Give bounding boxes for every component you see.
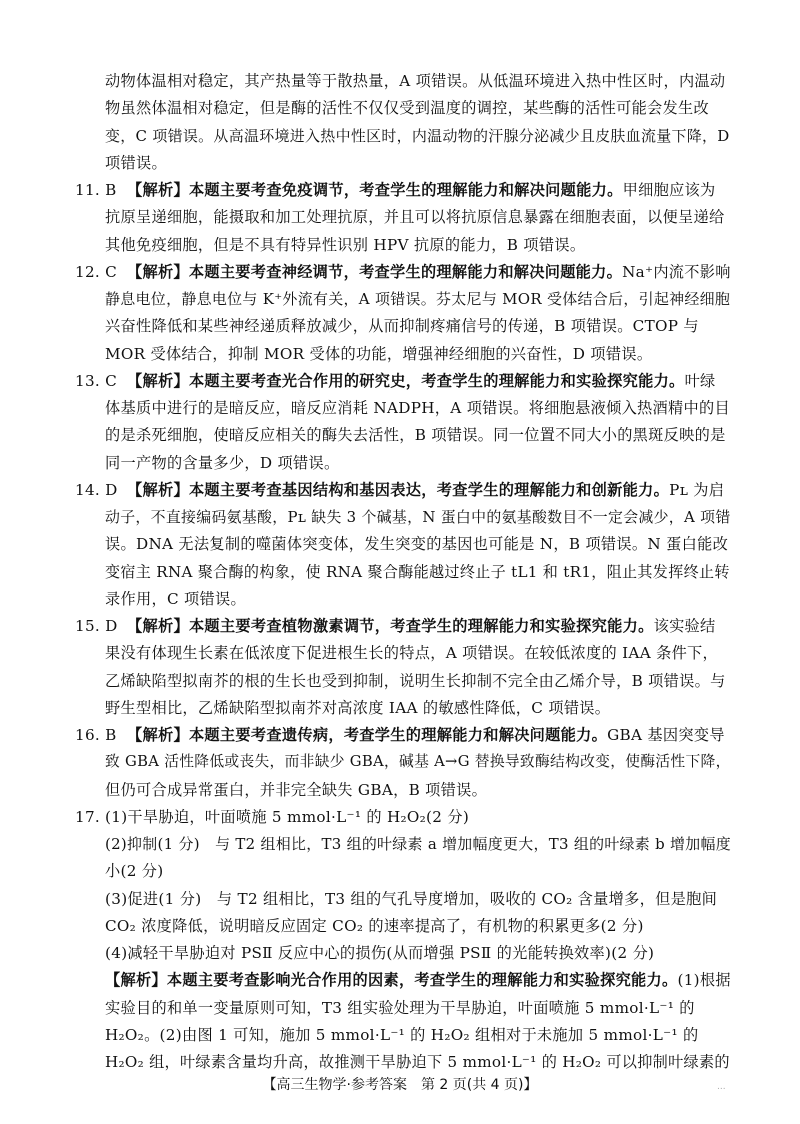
text-line: (2)抑制(1 分) 与 T2 组相比，T3 组的叶绿素 a 增加幅度更大，T3 组的叶绿素 b 增加幅度 xyxy=(105,835,731,853)
text-line: 录作用，C 项错误。 xyxy=(105,590,246,608)
text-line: 致 GBA 活性降低或丧失，而非缺少 GBA，碱基 A→G 替换导致酶结构改变，使酶活性下降， xyxy=(105,753,731,770)
analysis-heading: 【解析】本题主要考查免疫调节，考查学生的理解能力和解决问题能力。 xyxy=(127,181,623,199)
text-line: H₂O₂。(2)由图 1 可知，施加 5 mmol·L⁻¹ 的 H₂O₂ 组相对于未施加 5 mmol·L⁻¹ 的 xyxy=(105,1026,699,1044)
text-line: 实验目的和单一变量原则可知，T3 组实验处理为干旱胁迫，叶面喷施 5 mmol·L⁻¹ 的 xyxy=(105,999,695,1017)
question-number: 14. D xyxy=(75,481,118,499)
question-number: 16. B xyxy=(75,726,117,744)
question-16-heading: 16. B 【解析】本题主要考查遗传病，考查学生的理解能力和解决问题能力。GBA 基因突变导 xyxy=(75,722,725,748)
question-number: 15. D xyxy=(75,617,118,635)
text-line: 但仍可合成异常蛋白，并非完全缺失 GBA，B 项错误。 xyxy=(105,781,488,799)
text-line: 动物体温相对稳定，其产热量等于散热量，A 项错误。从低温环境进入热中性区时，内温动 xyxy=(105,72,726,90)
question-number: 12. C xyxy=(75,263,118,281)
question-14-heading: 14. D 【解析】本题主要考查基因结构和基因表达，考查学生的理解能力和创新能力。Pʟ 为启 xyxy=(75,477,724,503)
text-line: 物虽然体温相对稳定，但是酶的活性不仅仅受到温度的调控，某些酶的活性可能会发生改 xyxy=(105,99,710,117)
text-line: 野生型相比，乙烯缺陷型拟南芥对高浓度 IAA 的敏感性降低，C 项错误。 xyxy=(105,699,611,717)
text-line: (3)促进(1 分) 与 T2 组相比，T3 组的气孔导度增加，吸收的 CO₂ 含量增多，但是胞间 xyxy=(105,890,718,908)
analysis-heading: 【解析】本题主要考查遗传病，考查学生的理解能力和解决问题能力。 xyxy=(127,726,608,744)
question-13-heading: 13. C 【解析】本题主要考查光合作用的研究史，考查学生的理解能力和实验探究能力。叶绿 xyxy=(75,368,716,394)
question-12-heading: 12. C 【解析】本题主要考查神经调节，考查学生的理解能力和解决问题能力。Na⁺内流不影响 xyxy=(75,259,731,285)
question-number: 11. B xyxy=(75,181,117,199)
text-line: 变宿主 RNA 聚合酶的构象，使 RNA 聚合酶能越过终止子 tL1 和 tR1，阻止其发挥终止转 xyxy=(105,563,730,581)
analysis-line: 【解析】本题主要考查影响光合作用的因素，考查学生的理解能力和实验探究能力。(1)根据 xyxy=(105,971,731,989)
analysis-heading: 【解析】本题主要考查基因结构和基因表达，考查学生的理解能力和创新能力。 xyxy=(127,481,670,499)
text-line: 兴奋性降低和某些神经递质释放减少，从而抑制疼痛信号的传递，B 项错误。CTOP 与 xyxy=(105,317,699,335)
text-line: 果没有体现生长素在低浓度下促进根生长的特点，A 项错误。在较低浓度的 IAA 条件下， xyxy=(105,644,719,662)
text-line: 其他免疫细胞，但是不具有特异性识别 HPV 抗原的能力，B 项错误。 xyxy=(105,236,586,254)
question-11-heading: 11. B 【解析】本题主要考查免疫调节，考查学生的理解能力和解决问题能力。甲细胞应该为 xyxy=(75,177,716,203)
analysis-heading: 【解析】本题主要考查光合作用的研究史，考查学生的理解能力和实验探究能力。 xyxy=(127,372,685,390)
text-line: 项错误。 xyxy=(105,154,167,172)
text-line: H₂O₂ 组，叶绿素含量均升高，故推测干旱胁迫下 5 mmol·L⁻¹ 的 H₂O₂ 可以抑制叶绿素的 xyxy=(105,1053,730,1071)
text-line: 的是杀死细胞，使暗反应相关的酶失去活性，B 项错误。同一位置不同大小的黑斑反映的是 xyxy=(105,426,726,444)
corner-mark: ... xyxy=(717,1082,726,1092)
text-line: 动子，不直接编码氨基酸，Pʟ 缺失 3 个碱基，N 蛋白中的氨基酸数目不一定会减少，A 项错 xyxy=(105,508,731,526)
text-line: 乙烯缺陷型拟南芥的根的生长也受到抑制，说明生长抑制不完全由乙烯介导，B 项错误。与 xyxy=(105,672,726,690)
text-line: MOR 受体结合，抑制 MOR 受体的功能，增强神经细胞的兴奋性，D 项错误。 xyxy=(105,345,653,363)
analysis-heading: 【解析】本题主要考查神经调节，考查学生的理解能力和解决问题能力。 xyxy=(127,263,623,281)
text-line: 同一产物的含量多少，D 项错误。 xyxy=(105,454,340,472)
question-15-heading: 15. D 【解析】本题主要考查植物激素调节，考查学生的理解能力和实验探究能力。该实验结 xyxy=(75,613,716,639)
text-line: 静息电位，静息电位与 K⁺外流有关，A 项错误。芬太尼与 MOR 受体结合后，引起神经细胞 xyxy=(105,290,731,308)
text-line: (4)减轻干旱胁迫对 PSⅡ 反应中心的损伤(从而增强 PSⅡ 的光能转换效率)(2 分) xyxy=(105,944,655,962)
analysis-heading: 【解析】本题主要考查植物激素调节，考查学生的理解能力和实验探究能力。 xyxy=(127,617,654,635)
text-line: 误。DNA 无法复制的噬菌体突变体，发生突变的基因也可能是 N，B 项错误。N 蛋白能改 xyxy=(105,535,729,553)
text-line: CO₂ 浓度降低，说明暗反应固定 CO₂ 的速率提高了，有机物的积累更多(2 分) xyxy=(105,917,644,935)
text-line: 抗原呈递细胞，能摄取和加工处理抗原，并且可以将抗原信息暴露在细胞表面，以便呈递给 xyxy=(105,208,725,226)
text-line: 小(2 分) xyxy=(105,862,164,880)
text-line: 体基质中进行的是暗反应，暗反应消耗 NADPH，A 项错误。将细胞悬液倾入热酒精中的目 xyxy=(105,399,730,417)
text-line: 变，C 项错误。从高温环境进入热中性区时，内温动物的汗腺分泌减少且皮肤血流量下降，D xyxy=(105,127,730,145)
question-17-heading: 17. (1)干旱胁迫，叶面喷施 5 mmol·L⁻¹ 的 H₂O₂(2 分) xyxy=(75,804,469,830)
page-footer: 【高三生物学·参考答案 第 2 页(共 4 页)】 xyxy=(262,1077,538,1093)
question-number: 13. C xyxy=(75,372,118,390)
question-number: 17. xyxy=(75,808,101,826)
analysis-heading: 【解析】本题主要考查影响光合作用的因素，考查学生的理解能力和实验探究能力。 xyxy=(105,971,678,989)
